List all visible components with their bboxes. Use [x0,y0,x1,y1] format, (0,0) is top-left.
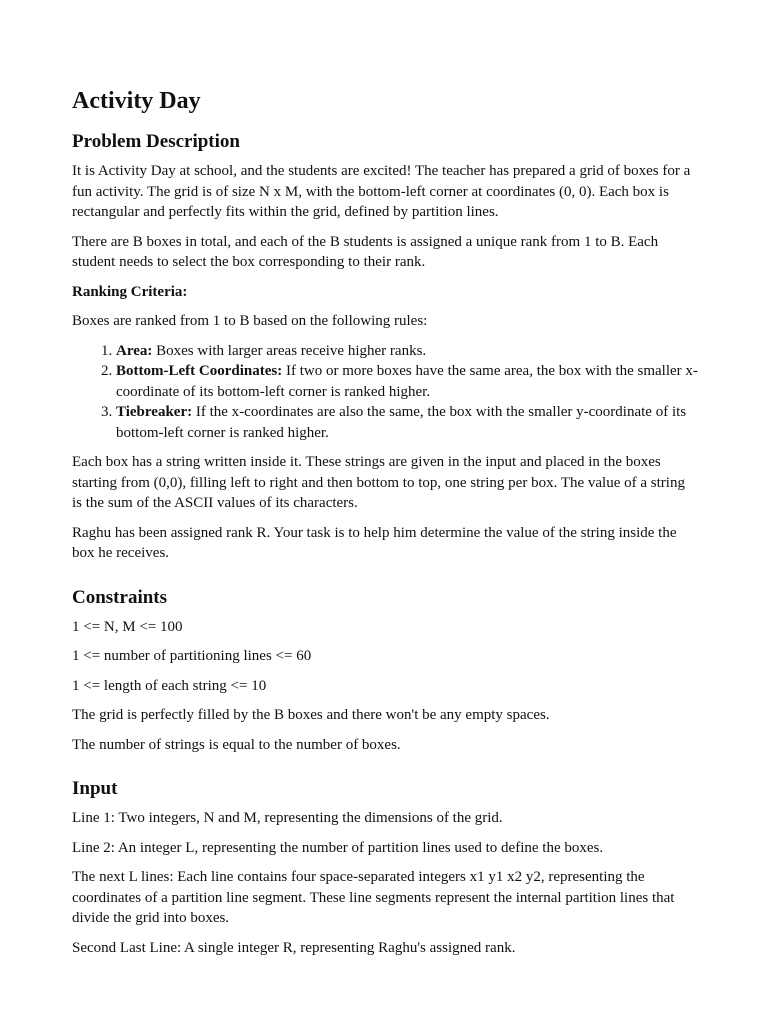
ranking-criteria-label: Ranking Criteria: [72,283,188,300]
constraint-item: 1 <= length of each string <= 10 [72,677,267,694]
criteria-text: If the x-coordinates are also the same, the box with the smaller y-coordinate of its bottom-left corner is ranked higher. [116,404,687,441]
ranking-intro: Boxes are ranked from 1 to B based on the following rules: [72,313,428,329]
criteria-item-bottom-left [116,361,698,402]
criteria-text: Boxes with larger areas receive higher ranks. [152,342,427,359]
constraint-item: The number of strings is equal to the number of boxes. [72,736,401,753]
document [72,86,698,967]
constraints-heading: Constraints [72,586,168,608]
problem-paragraph-3: Each box has a string written inside it. These strings are given in the input and placed in the boxes starting from (0,0), filling left to right and then bottom to top, one string per box. The value of a string is the sum of the ASCII values of its characters. [72,454,685,511]
input-section [72,777,698,958]
input-item: The next L lines: Each line contains four space-separated integers x1 y1 x2 y2, representing the coordinates of a partition line segment. These line segments represent the internal partition lines that divide the grid into boxes. [72,869,675,926]
problem-paragraph-1: It is Activity Day at school, and the students are excited! The teacher has prepared a grid of boxes for a fun activity. The grid is of size N x M, with the bottom-left corner at coordinates (0, 0). Each box is rectangular and perfectly fits within the grid, defined by partition lines. [72,163,691,220]
page-title: Activity Day [72,88,201,114]
criteria-item-tiebreaker [116,402,698,443]
criteria-term: Area: [116,342,153,359]
constraints-section [72,586,698,756]
constraint-item: The grid is perfectly filled by the B boxes and there won't be any empty spaces. [72,707,550,723]
input-item: Line 2: An integer L, representing the number of partition lines used to define the boxes. [72,839,604,856]
problem-paragraph-2: There are B boxes in total, and each of the B students is assigned a unique rank from 1 to B. Each student needs to select the box corresponding to their rank. [72,233,659,270]
criteria-item-area [116,341,698,362]
problem-paragraph-4: Raghu has been assigned rank R. Your task is to help him determine the value of the string inside the box he receives. [72,524,677,561]
criteria-term: Tiebreaker: [116,404,193,420]
criteria-text: If two or more boxes have the same area, the box with the smaller x-coordinate of its bottom-left corner is ranked higher. [116,363,698,400]
input-heading: Input [72,778,118,799]
input-item: Line 1: Two integers, N and M, representing the dimensions of the grid. [72,810,503,826]
ranking-criteria-list [72,341,698,444]
constraint-item: 1 <= N, M <= 100 [72,618,183,635]
input-item: Second Last Line: A single integer R, representing Raghu's assigned rank. [72,939,516,956]
problem-heading: Problem Description [72,131,240,152]
problem-section [72,130,698,564]
constraint-item: 1 <= number of partitioning lines <= 60 [72,648,312,664]
criteria-term: Bottom-Left Coordinates: [116,363,283,379]
